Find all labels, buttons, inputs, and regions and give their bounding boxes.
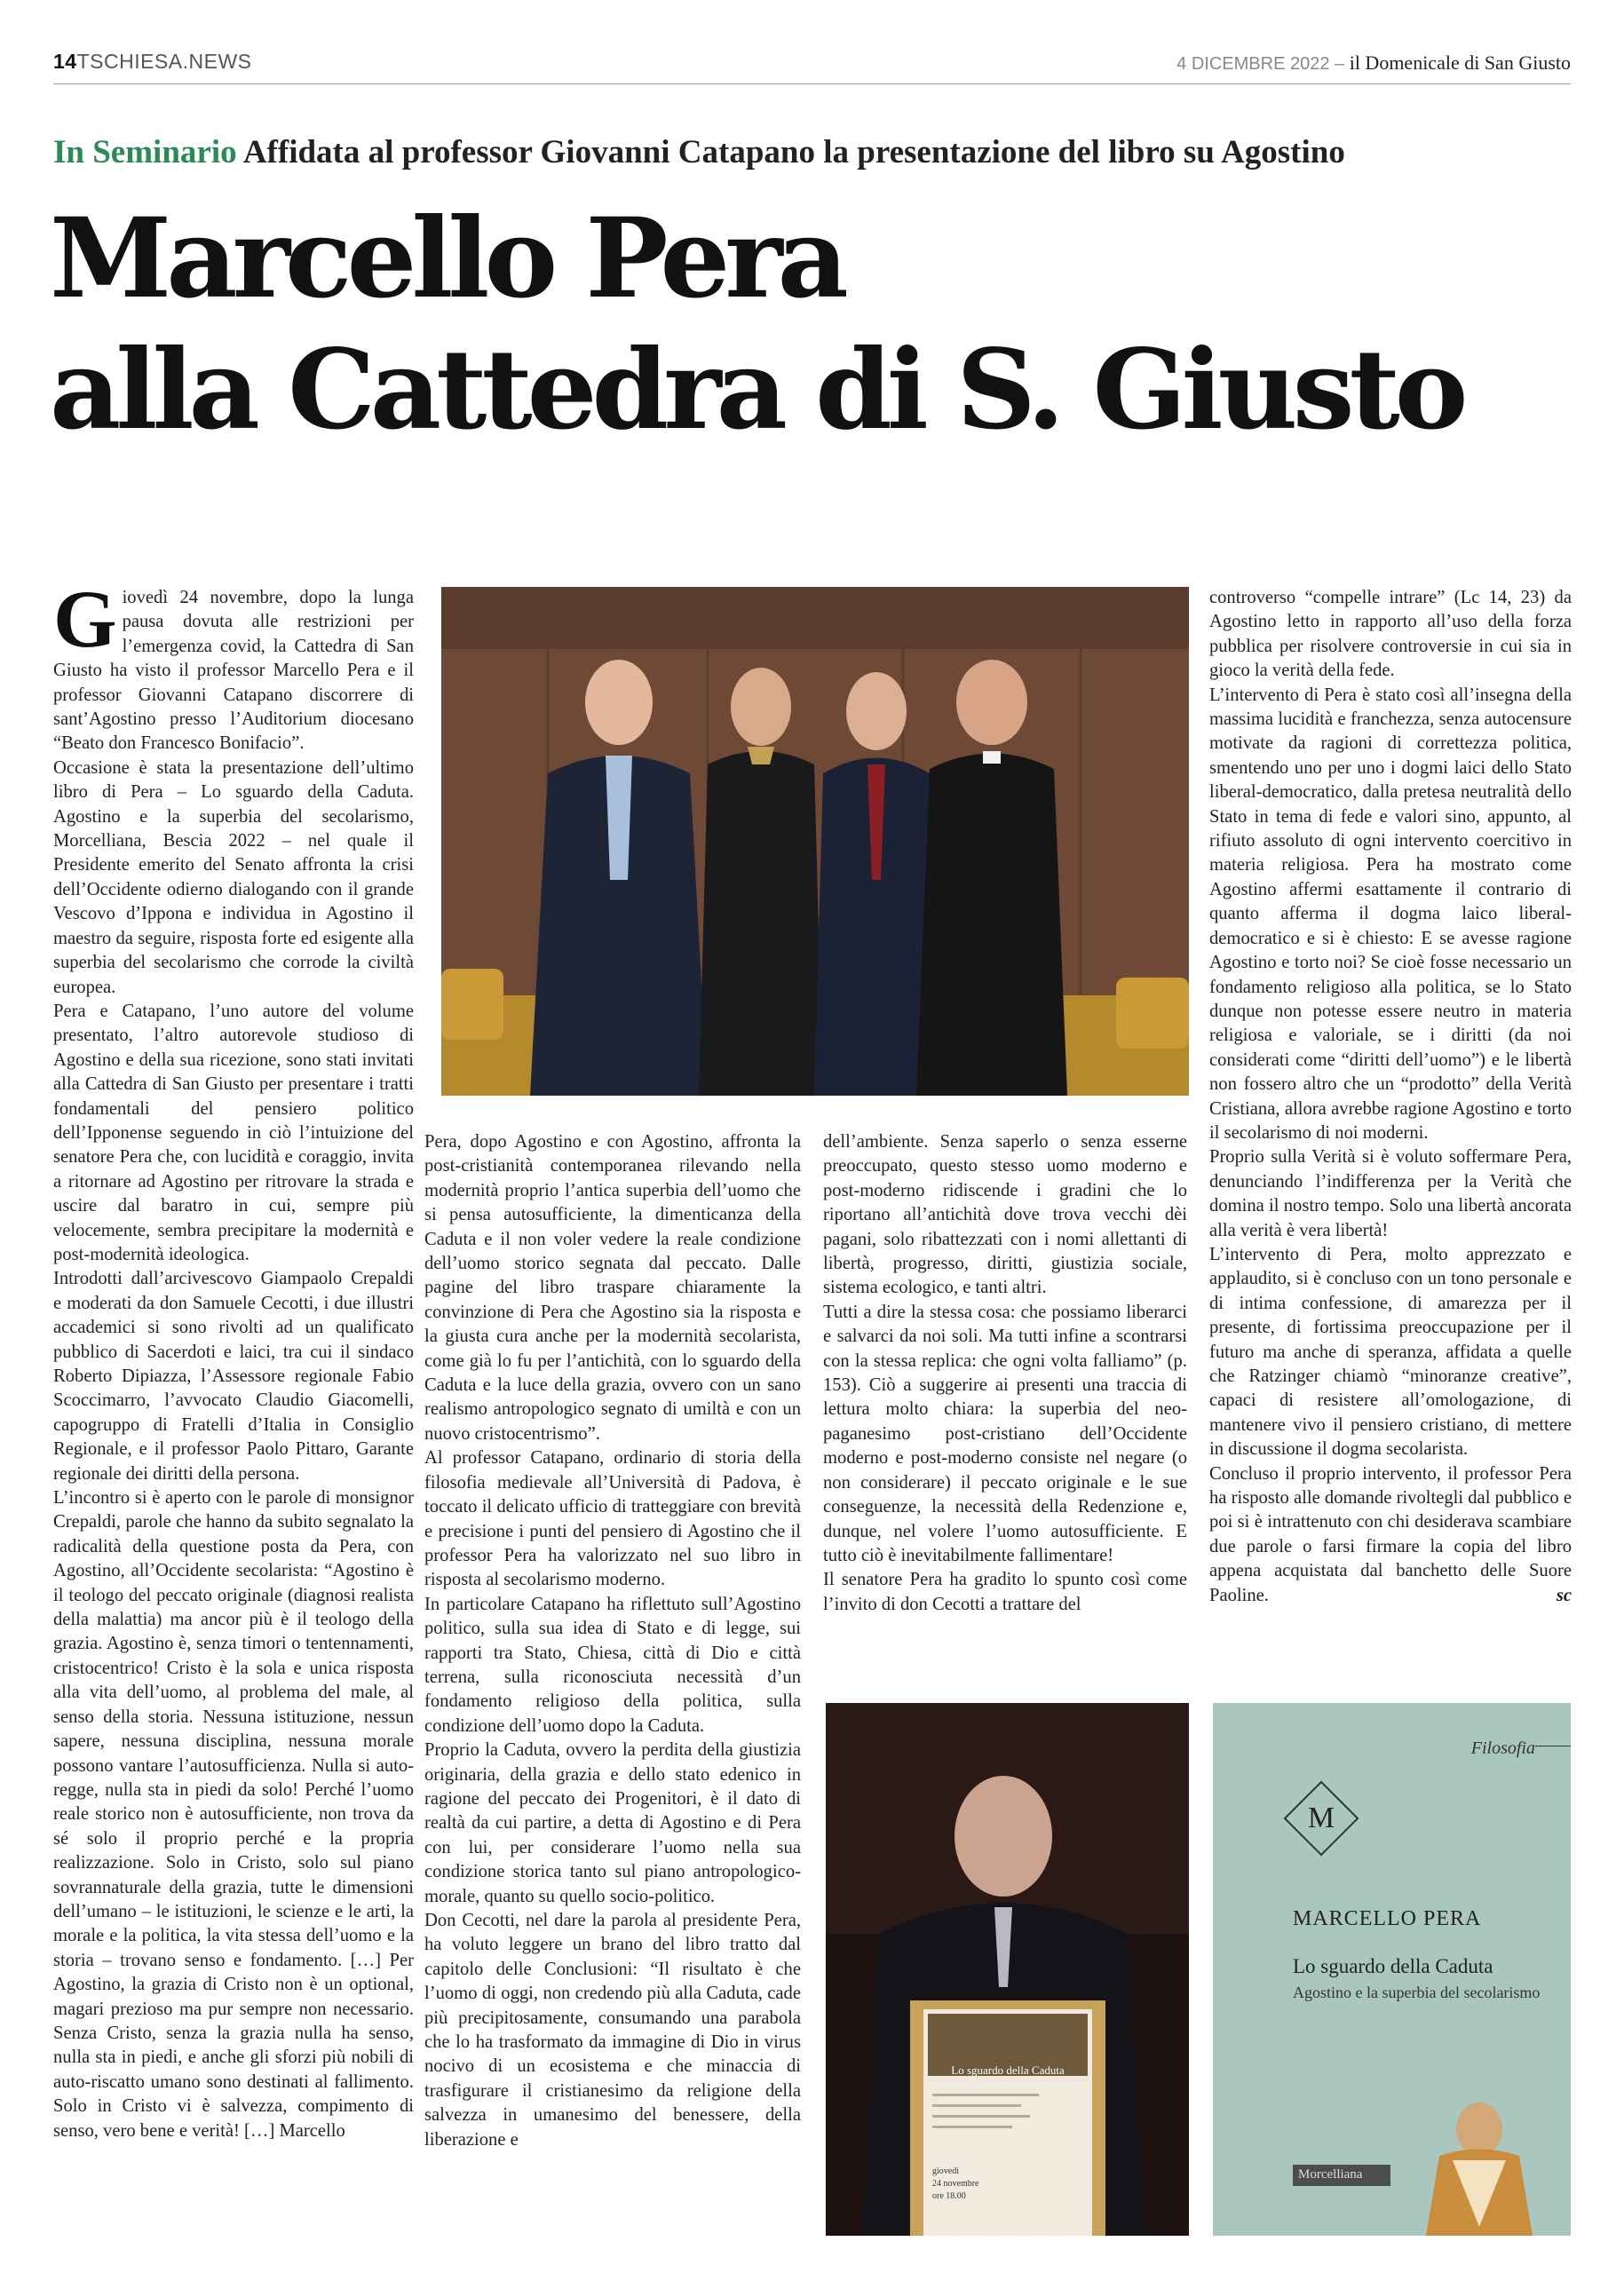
article-paragraph	[53, 574, 414, 756]
header-separator: –	[1329, 54, 1350, 74]
poster-date-2: 24 novembre	[932, 2179, 979, 2189]
kicker-section: In Seminario	[53, 134, 237, 170]
poster-date-3: ore 18.00	[932, 2191, 966, 2201]
article-paragraph: Introdotti dall’arcivescovo Giampaolo Crepaldi e moderati da don Samuele Cecotti, i due illustri accademici si sono rivolti ad un qualificato pubblico di Sacerdoti e laici, tra cui il sindaco Roberto Dipiazza, l’Assessore regionale Fabio Scoccimarro, l’avvocato Claudio Giacomelli, capogruppo di Fratelli d’Italia in Consiglio Regionale, e il professor Paolo Pittaro, Garante regionale dei diritti della persona.	[53, 1269, 414, 1484]
article-paragraph: Tutti a dire la stessa cosa: che possiamo liberarci e salvarci da noi soli. Ma tutti infine a scontrarsi con la stessa replica: che ogni volta falliamo” (p. 153). Ciò a suggerire ai presenti una traccia di lettura molto chiara: la superbia del neo-paganesimo post-cristiano dell’Occidente moderno e post-moderno consiste nel negare (o non considerare) il peccato originale e le sue conseguenze, la necessità della Redenzione e, dunque, nel volere l’uomo autosufficiente. E tutto ciò è inevitabilmente fallimentare!	[823, 1302, 1187, 1565]
article-paragraph: In particolare Catapano ha riflettuto sull’Agostino politico, sulla sua idea di Stato e di legge, sui rapporti tra Stato, Chiesa, città di Dio e città terrena, sulla riconosciuta necessità d’un fondamento religioso della politica, sulla condizione dell’uomo dopo la Caduta.	[424, 1594, 801, 1736]
article-paragraph: Proprio sulla Verità si è voluto soffermare Pera, denunciando l’indifferenza per la Verità che domina il nostro tempo. Solo una libertà ancorata alla verità è vera libertà!	[1209, 1147, 1572, 1240]
publisher-logo-icon	[1284, 1781, 1359, 1857]
kicker-text: Affidata al professor Giovanni Catapano la presentazione del libro su Agostino	[242, 134, 1345, 170]
article-paragraph: Pera e Catapano, l’uno autore del volume presentato, l’altro autorevole studioso di Agostino e della sua ricezione, sono stati invitati alla Cattedra di San Giusto per presentare i tratti fondamentali del pensiero politico dell’Ipponense seguendo in ciò l’intuizione del senatore Pera che, con lucidità e coraggio, invita a ritornare ad Agostino per ritrovare la strada e uscire dal baratro in cui, sempre più velocemente, sembra precipitare la modernità e post-modernità ideologica.	[53, 1001, 414, 1264]
saint-illustration	[1390, 2094, 1568, 2236]
article-paragraph: Proprio la Caduta, ovvero la perdita della giustizia originaria, della grazia e dello stato edenico in ragione del peccato dei Progenitori, è il dato di realtà da cui partire, a detta di Agostino e di Pera con lui, per considerare l’uomo nella sua condizione storica tanto sul piano antropologico-morale, quanto su quello socio-politico.	[424, 1740, 801, 1906]
group-photo	[441, 587, 1189, 1096]
page-header	[53, 48, 1571, 84]
kicker	[53, 133, 1345, 171]
book-cover	[1213, 1703, 1571, 2236]
article-paragraph: Occasione è stata la presentazione dell’ultimo libro di Pera – Lo sguardo della Caduta. Agostino e la superbia del secolarismo, Morcelliana, Bescia 2022 – nel quale il Presidente emerito del Senato affronta la crisi dell’Occidente odierno dialogando con il grande Vescovo d’Ippona e individua in Agostino il maestro da seguire, risposta forte ed esigente alla superbia del secolarismo che corrode la civiltà europea.	[53, 757, 414, 997]
poster-title: Lo sguardo della Caduta	[951, 2063, 1065, 2077]
publication-name: il Domenicale di San Giusto	[1349, 51, 1571, 74]
headline-line-1: Marcello Pera	[50, 194, 844, 323]
publisher-name: Morcelliana	[1298, 2167, 1363, 2182]
book-author: MARCELLO PERA	[1293, 1907, 1482, 1930]
article-column-3	[823, 1130, 1187, 1617]
issue-date: 4 DICEMBRE 2022	[1176, 54, 1330, 74]
headline-line-2: alla Cattedra di S. Giusto	[50, 326, 1463, 455]
article-paragraph: L’intervento di Pera è stato così all’insegna della massima lucidità e franchezza, senza autocensure motivate da ragioni di correttezza politica, smentendo uno per uno i dogmi laici dello Stato liberal-democratico, dalla pretesa neutralità dello Stato in tema di fede e valori sino, appunto, al rifiuto assoluto di ogni intervento coercitivo in materia religiosa. Pera ha mostrato come Agostino affermi esattamente il contrario di quanto afferma il dogma laico liberal-democratico e si è chiesto: E se avesse ragione Agostino e torto noi? Se cioè fosse necessario un fondamento religioso alla politica, se lo Stato dunque non potesse essere neutro in materia religiosa e valoriale, se i diritti (da noi considerati come “diritti dell’uomo”) e le libertà non fossero altro che un “prodotto” della Verità Cristiana, allora avrebbe ragione Agostino e torto il secolarismo di noi moderni.	[1209, 685, 1572, 1143]
article-paragraph	[1209, 1462, 1572, 1608]
paragraph-text: Concluso il proprio intervento, il professor Pera ha risposto alle domande rivoltegli dal pubblico e poi si è intrattenuto con chi desiderava scambiare due parole o farsi firmare la copia del libro appena acquistata dal banchetto delle Suore Paoline.	[1209, 1463, 1572, 1605]
article-paragraph: Don Cecotti, nel dare la parola al presidente Pera, ha voluto leggere un brano del libro tratto dal capitolo delle Conclusioni: “Il risultato è che l’uomo di oggi, non credendo più alla Caduta, cade più precipitosamente, consumando una parabola che lo ha trasformato da immagine di Dio in virus nocivo di un ecosistema e che minaccia di trasfigurare il cristianesimo da religione della salvezza in umanesimo del benessere, della liberazione e	[424, 1911, 801, 2150]
publisher-band	[1293, 2165, 1390, 2186]
header-left	[53, 50, 252, 74]
paragraph-text: iovedì 24 novembre, dopo la lunga pausa dovuta alle restrizioni per l’emergenza covid, la Cattedra di San Giusto ha visto il professor Marcello Pera e il professor Giovanni Catapano discorrere di sant’Agostino presso l’Auditorium diocesano “Beato don Francesco Bonifacio”.	[53, 588, 414, 754]
article-paragraph: L’intervento di Pera, molto apprezzato e applaudito, si è concluso con un tono personale e di intima confessione, di amarezza per il presente, di fortissima preoccupazione per il futuro ma anche di speranza, affidata a quelle che Ratzinger chiamò “minoranze creative”, capaci di resistere all’omologazione, di mantenere vivo il pensiero cristiano, di mettere in discussione il dogma secolarista.	[1209, 1244, 1572, 1460]
article-paragraph: Al professor Catapano, ordinario di storia della filosofia medievale all’Università di Padova, è toccato il delicato ufficio di tratteggiare con brevità e precisione i punti del pensiero di Agostino che il professor Pera ha valorizzato nel suo libro in risposta al secolarismo moderno.	[424, 1448, 801, 1590]
book-title: Lo sguardo della Caduta	[1293, 1955, 1493, 1977]
article-paragraph: dell’ambiente. Senza saperlo o senza esserne preoccupato, questo stesso uomo moderno e post-moderno ridiscende i gradini che lo riportano all’antichità dove trova vecchi dèi pagani, solo ribattezzati con i nomi allettanti di libertà, progresso, diritti, giustizia sociale, sistema ecologico, e tanti altri.	[823, 1132, 1187, 1298]
book-category: Filosofia	[1470, 1738, 1535, 1758]
article-column-1	[53, 574, 414, 2143]
article-paragraph: Pera, dopo Agostino e con Agostino, affronta la post-cristianità contemporanea rilevando nella modernità proprio l’antica superbia dell’uomo che si pensa autosufficiente, la dimenticanza della Caduta e il non voler vedere la reale condizione dell’uomo storico segnata dal peccato. Dalle pagine del libro traspare chiaramente la convinzione di Pera che Agostino sia la risposta e la giusta cura anche per la modernità secolarista, come già lo fu per l’antichità, con lo sguardo della Caduta e la luce della grazia, ovvero con un sano realismo antropologico segnato di umiltà e con un nuovo cristocentrismo”.	[424, 1132, 801, 1444]
article-column-4	[1209, 586, 1572, 1608]
speaker-photo	[826, 1703, 1189, 2236]
book-subtitle: Agostino e la superbia del secolarismo	[1293, 1984, 1541, 2001]
header-right	[1176, 51, 1571, 75]
logo-letter: M	[1307, 1802, 1335, 1834]
author-signature: sc	[1556, 1585, 1572, 1605]
drop-cap: G	[53, 574, 117, 664]
page-number: 14	[53, 50, 77, 73]
article-paragraph: Il senatore Pera ha gradito lo spunto così come l’invito di don Cecotti a trattare del	[823, 1570, 1187, 1614]
article-paragraph: L’incontro si è aperto con le parole di monsignor Crepaldi, parole che hanno da subito segnalato la radicalità della questione posta da Pera, con Agostino, all’Occidente secolarista: “Agostino è il teologo del peccato originale (diagnosi realista della malattia) ma ancor più è il teologo della grazia. Agostino è, senza timori o tentennamenti, cristocentrico! Cristo è la sola e unica risposta alla vita dell’uomo, al problema del male, al senso della storia. Nessuna istituzione, nessun sapere, nessuna disciplina, nessuna morale possono vantare l’autosufficienza. Nulla si auto-regge, nulla sta in piedi da solo! Perché l’uomo reale storico non è autosufficiente, non trova da sé solo il proprio perché e la propria realizzazione. Solo in Cristo, solo sul piano sovrannaturale della grazia, tutte le dimensioni dell’umano – le istituzioni, le scienze e le arti, la morale e la politica, la vita stessa dell’uomo e la storia – trovano senso e fondamento. […] Per Agostino, la grazia di Cristo non è un optional, magari prezioso ma pur sempre non necessario. Senza Cristo, senza la grazia nulla ha senso, nulla sta in piedi, e anche gli sforzi più nobili di auto-riscatto umano sono destinati al fallimento. Solo in Cristo vi è salvezza, compimento di senso, vero bene e verità! […] Marcello	[53, 1488, 414, 2141]
section-name: TSCHIESA.NEWS	[76, 50, 252, 73]
headline	[50, 194, 1463, 456]
poster-date-1: giovedì	[932, 2166, 959, 2176]
article-paragraph: controverso “compelle intrare” (Lc 14, 23) da Agostino letto in rapporto all’uso della forza pubblica per risolvere controversie in cui sia in gioco la verità della fede.	[1209, 588, 1572, 681]
article-column-2	[424, 1130, 801, 2152]
